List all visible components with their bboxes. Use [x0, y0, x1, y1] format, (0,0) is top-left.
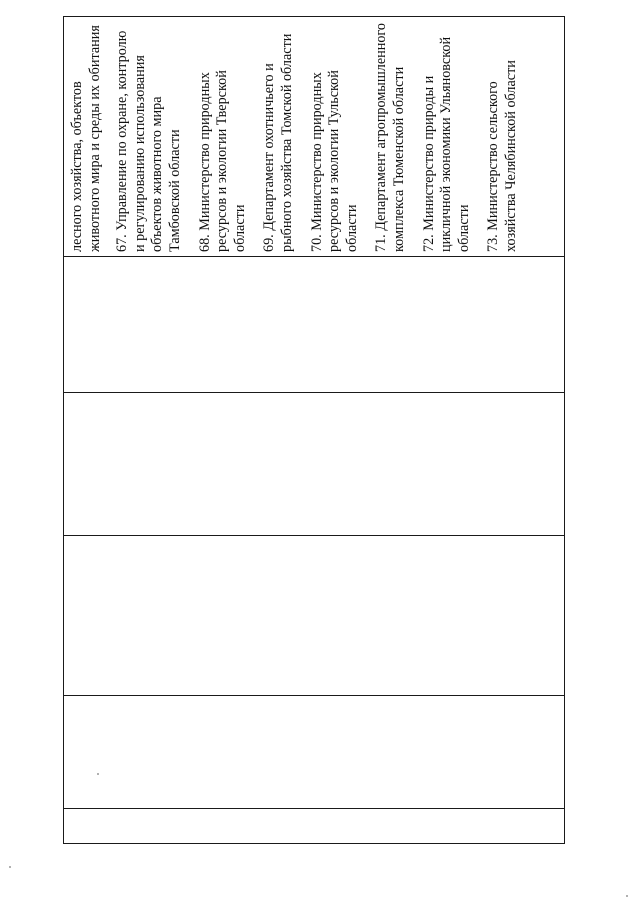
row-divider: [63, 808, 565, 809]
entry-69: 69. Департамент охотничьего и рыбного хозяйства Томской области: [261, 33, 295, 252]
entry-72: 72. Министерство природы и цикличной экономики Ульяновской области: [420, 36, 472, 252]
row-divider: [63, 392, 565, 393]
entry-67: 67. Управление по охране, контролю и регулированию использования объектов животного мира Тамбовской области: [114, 30, 183, 252]
entry-71: 71. Департамент агропромышленного комплекса Тюменской области: [373, 23, 407, 252]
scan-speck: [626, 895, 628, 897]
row-divider: [63, 256, 565, 257]
row-divider: [63, 535, 565, 536]
row-divider: [63, 695, 565, 696]
rotated-text-column: [63, 16, 565, 256]
entry-68: 68. Министерство природных ресурсов и экологии Тверской области: [196, 70, 248, 252]
scan-speck: [9, 866, 11, 868]
entry-70: 70. Министерство природных ресурсов и экологии Тульской области: [308, 70, 360, 252]
scan-speck: [97, 773, 99, 775]
entry-73: 73. Министерство сельского хозяйства Челябинской области: [485, 60, 519, 252]
entry-continuation: лесного хозяйства, объектов животного мира и среды их обитания: [69, 25, 103, 252]
